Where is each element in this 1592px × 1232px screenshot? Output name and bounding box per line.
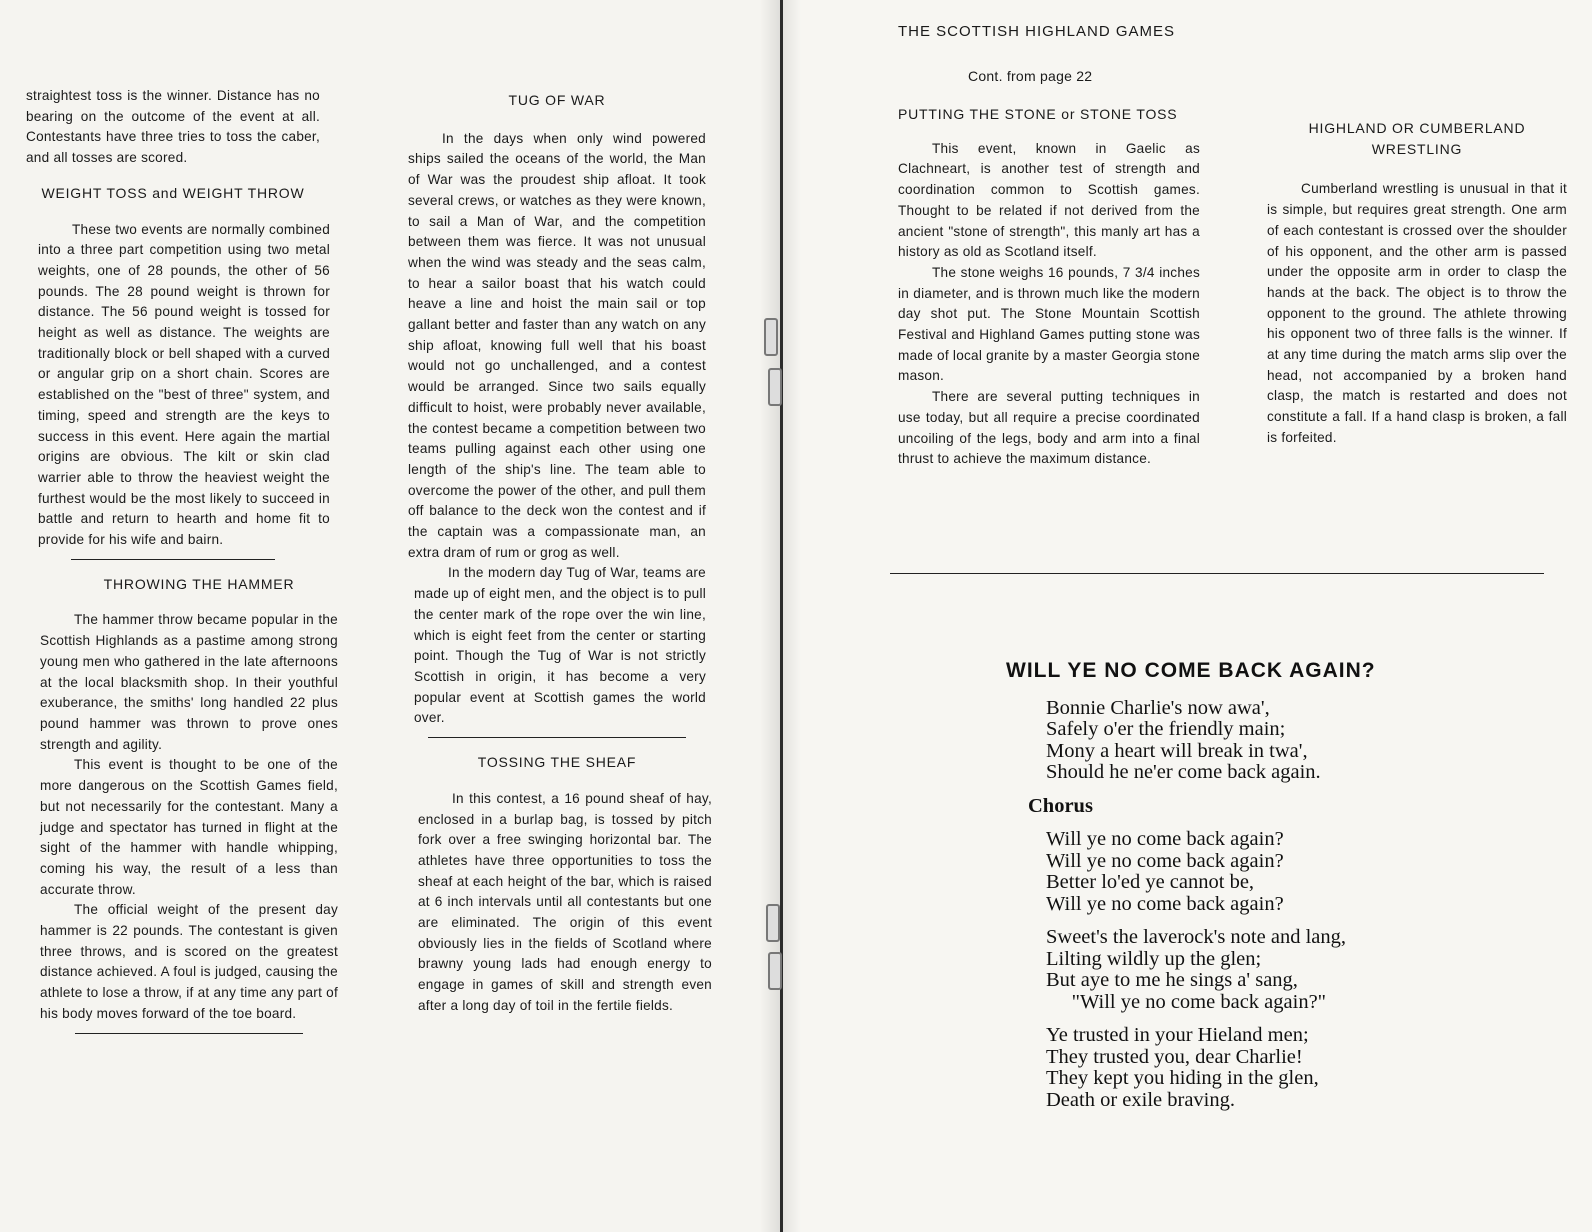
staple-bottom-1 <box>766 904 780 942</box>
song-line: But aye to me he sings a' sang, <box>1046 969 1298 991</box>
showthrough-left <box>370 10 382 60</box>
song-line: Will ye no come back again? <box>1046 892 1284 915</box>
caber-paragraph-end: straightest toss is the winner. Distance has no bearing on the outcome of the event at all. Contestants have three tries to toss the caber, and all tosses are scored. <box>26 88 320 166</box>
wrestling-paragraph: Cumberland wrestling is unusual in that it is simple, but requires great strength. One arm of each contestant is crossed over the shoulder of his opponent, and the other arm is passed under the opposite arm in order to clasp the hands at the back. The object is to throw the opponent to the ground. The athlete throwing his opponent two of three falls is the winner. If at any time during the match arms slip over the head, not accompanied by a broken hand clasp, the match is restarted and does not constitute a fall. If a hand clasp is broken, a fall is forfeited. <box>1267 181 1567 445</box>
right-column-1 <box>898 104 1200 470</box>
verse-1 <box>1046 698 1486 784</box>
running-header: THE SCOTTISH HIGHLAND GAMES <box>898 23 1176 40</box>
song-line: Will ye no come back again? <box>1046 849 1284 872</box>
song-block <box>1006 650 1486 1123</box>
heading-tug-of-war: TUG OF WAR <box>508 92 606 108</box>
tug-paragraph-1: In the days when only wind powered ships sailed the oceans of the world, the Man of War was the proudest ship afloat. It took several crews, or watches as they were known, to sail a Man of War, and the competition between them was fierce. It was not unusual when the wind was steady and the seas calm, to hear a sailor boast that his watch could heave a line and hoist the main sail or top gallant better and faster than any watch on any ship afloat, knowing full well that his boast would not go unchallenged, and a contest would be arranged. Since two sails equally difficult to hoist, were probably never available, the contest became a competition between two teams pulling against each other using one length of the ship's line. The team able to overcome the power of the other, and pull them off balance to the deck won the contest and if the captain was a compassionate man, an extra dram of rum or grog as well. <box>408 130 706 560</box>
page-divider-rule <box>890 573 1544 574</box>
stone-paragraph-2: The stone weighs 16 pounds, 7 3/4 inches in diameter, and is thrown much like the modern day shot put. The Stone Mountain Scottish Festival and Highland Games putting stone was made of local granite by a master Georgia stone mason. <box>898 264 1200 384</box>
book-spine <box>780 0 783 1232</box>
stone-paragraph-1: This event, known in Gaelic as Clachneart, is another test of strength and coordination common to Scottish games. Thought to be related if not derived from the ancient "stone of strength", this manly art has a history as old as Scotland itself. <box>898 140 1200 260</box>
verse-2 <box>1046 927 1486 1013</box>
song-line: Ye trusted in your Hieland men; <box>1046 1024 1309 1046</box>
song-line: "Will ye no come back again?" <box>1046 990 1327 1013</box>
heading-stone: PUTTING THE STONE or STONE TOSS <box>898 106 1178 122</box>
heading-weight-toss: WEIGHT TOSS and WEIGHT THROW <box>41 184 305 201</box>
heading-sheaf: TOSSING THE SHEAF <box>477 754 637 771</box>
spine-shadow-left <box>760 0 782 1232</box>
section-rule <box>71 559 275 560</box>
section-rule <box>75 1033 303 1034</box>
song-line: Mony a heart will break in twa', <box>1046 739 1308 762</box>
weight-paragraph: These two events are normally combined into a three part competition using two metal weights, one of 28 pounds, the other of 56 pounds. The 28 pound weight is thrown for distance. The 56 pound weight is tossed for height as well as distance. The weights are traditionally block or bell shaped with a curved or angular grip on a short chain. Scores are established on the "best of three" system, and timing, speed and strength are the keys to success in this event. Here again the martial origins are obvious. The kilt or skin clad warrier able to throw the heaviest weight the furthest would be the most likely to succeed in battle and return to hearth and home fit to provide for his wife and bairn. <box>38 221 330 548</box>
left-column-1 <box>26 86 338 1042</box>
song-line: Will ye no come back again? <box>1046 828 1284 850</box>
song-line: Sweet's the laverock's note and lang, <box>1046 926 1346 948</box>
hammer-paragraph-2: This event is thought to be one of the more dangerous on the Scottish Games field, but not necessarily for the contestant. Many a judge and spectator has turned in flight at the sight of the hammer with handle whipping, coming his way, the result of a less than accurate throw. <box>40 757 338 897</box>
chorus-label: Chorus <box>1028 794 1093 817</box>
tug-paragraph-2: In the modern day Tug of War, teams are made up of eight men, and the object is to pull the center mark of the rope over the win line, which is eight feet from the center or starting point. Though the Tug of War is not strictly Scottish in origin, it has become a very popular event at Scottish games the world over. <box>414 565 706 726</box>
verse-3 <box>1046 1025 1486 1111</box>
song-line: Bonnie Charlie's now awa', <box>1046 696 1270 719</box>
song-line: Better lo'ed ye cannot be, <box>1046 871 1255 893</box>
song-line: They trusted you, dear Charlie! <box>1046 1045 1303 1068</box>
song-line: Safely o'er the friendly main; <box>1046 718 1286 740</box>
song-line: They kept you hiding in the glen, <box>1046 1067 1319 1089</box>
sheaf-paragraph: In this contest, a 16 pound sheaf of hay, enclosed in a burlap bag, is tossed by pitch fork over a free swinging horizontal bar. The athletes have three opportunities to toss the sheaf at each height of the bar, which is raised at 6 inch intervals until all contestants but one are eliminated. The origin of this event obviously lies in the fields of Scotland where brawny young lads had enough energy to engage in games of skill and strength even after a long day of toil in the fertile fields. <box>418 790 712 1013</box>
staple-top-1 <box>764 318 778 356</box>
hammer-section <box>40 610 338 1033</box>
stone-paragraph-3: There are several putting techniques in use today, but all require a precise coordinated uncoiling of the legs, body and arm into a final thrust to achieve the maximum distance. <box>898 389 1200 467</box>
hammer-paragraph-3: The official weight of the present day hammer is 22 pounds. The contestant is given three throws, and is scored on the greatest distance achieved. A foul is judged, causing the athlete to lose a throw, if at any time any part of his body moves forward of the toe board. <box>40 902 338 1021</box>
staple-top-2 <box>768 368 782 406</box>
song-line: Death or exile braving. <box>1046 1088 1235 1111</box>
song-line: Should he ne'er come back again. <box>1046 761 1321 783</box>
right-column-2 <box>1267 118 1567 449</box>
section-rule <box>428 737 686 738</box>
song-line: Lilting wildly up the glen; <box>1046 947 1262 970</box>
spine-shadow-right <box>783 0 801 1232</box>
heading-wrestling: HIGHLAND OR CUMBERLAND WRESTLING <box>1308 120 1526 157</box>
staple-bottom-2 <box>768 952 782 990</box>
left-column-2 <box>408 86 712 1017</box>
song-title: WILL YE NO COME BACK AGAIN? <box>1006 659 1376 682</box>
chorus <box>1046 829 1486 915</box>
continued-note: Cont. from page 22 <box>968 68 1093 84</box>
heading-hammer: THROWING THE HAMMER <box>103 575 295 592</box>
hammer-paragraph-1: The hammer throw became popular in the Scottish Highlands as a pastime among strong young men who gathered in the late afternoons at the local blacksmith shop. In their youthful exuberance, the smiths' long handled 22 plus pound hammer was thrown to prove ones strength and agility. <box>40 612 338 752</box>
